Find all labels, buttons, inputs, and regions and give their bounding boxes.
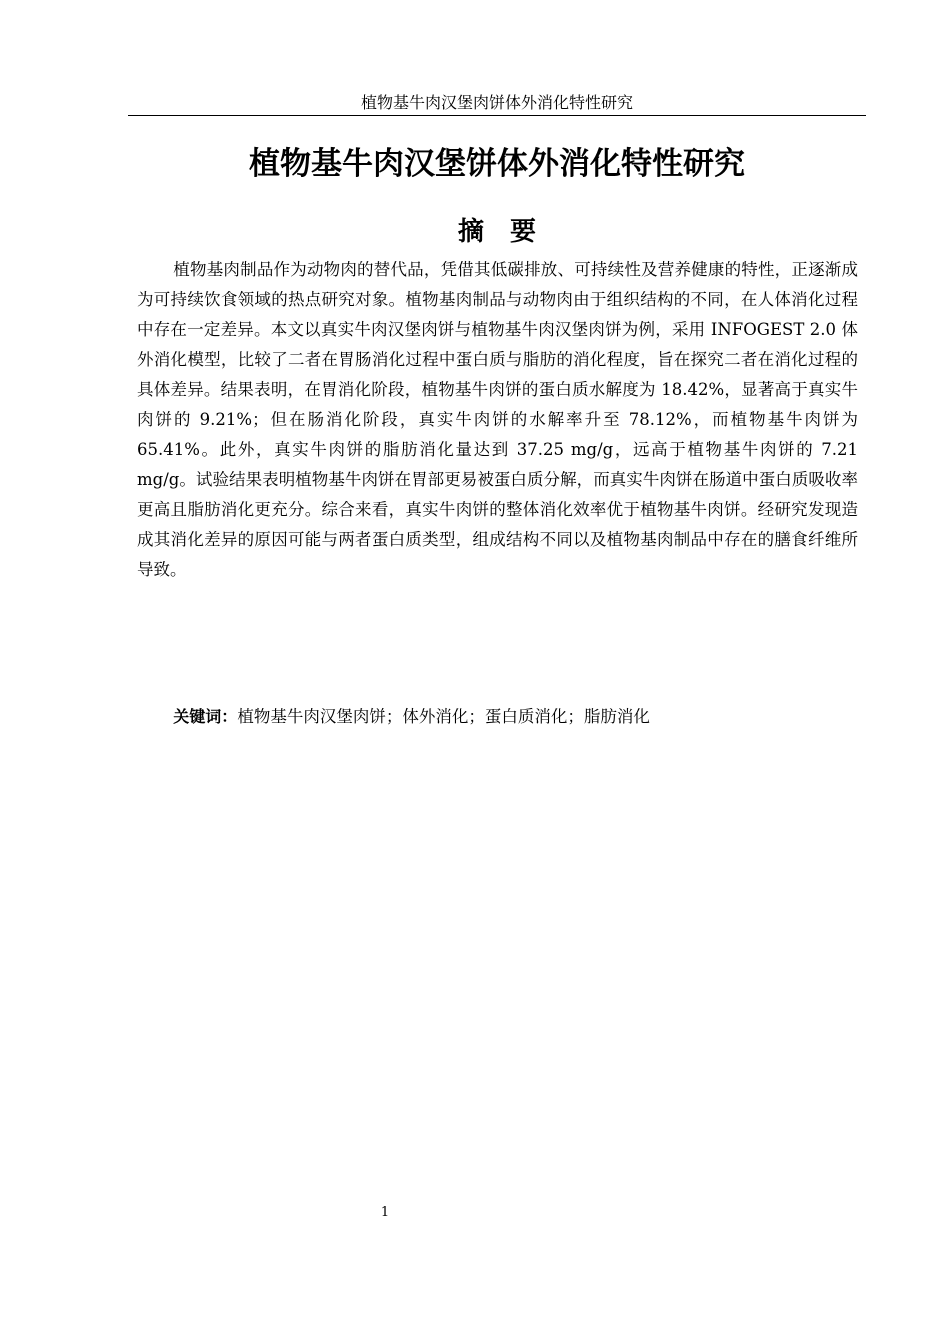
keywords-value: 植物基牛肉汉堡肉饼；体外消化；蛋白质消化；脂肪消化 — [237, 707, 650, 726]
page-number: 1 — [380, 1205, 390, 1220]
running-header: 植物基牛肉汉堡肉饼体外消化特性研究 — [360, 93, 633, 112]
keywords-label: 关键词： — [173, 707, 238, 726]
document-title: 植物基牛肉汉堡饼体外消化特性研究 — [249, 146, 745, 182]
abstract-paragraph: 植物基肉制品作为动物肉的替代品，凭借其低碳排放、可持续性及营养健康的特性，正逐渐成为可持续饮食领域的热点研究对象。植物基肉制品与动物肉由于组织结构的不同，在人体消化过程中存在一定差异。本文以真实牛肉汉堡肉饼与植物基牛肉汉堡肉饼为例，采用 INFOGEST 2.0 体外消化模型，比较了二者在胃肠消化过程中蛋白质与脂肪的消化程度，旨在探究二者在消化过程的具体差异。结果表明，在胃消化阶段，植物基牛肉饼的蛋白质水解度为 18.42%，显著高于真实牛肉饼的 9.21%；但在肠消化阶段，真实牛肉饼的水解率升至 78.12%，而植物基牛肉饼为 65.41%。此外，真实牛肉饼的脂肪消化量达到 37.25 mg/g，远高于植物基牛肉饼的 7.21 mg/g。试验结果表明植物基牛肉饼在胃部更易被蛋白质分解，而真实牛肉饼在肠道中蛋白质吸收率更高且脂肪消化更充分。综合来看，真实牛肉饼的整体消化效率优于植物基牛肉饼。经研究发现造成其消化差异的原因可能与两者蛋白质类型，组成结构不同以及植物基肉制品中存在的膳食纤维所导致。 — [137, 260, 858, 579]
keywords-line — [137, 702, 858, 732]
header-rule — [128, 115, 866, 116]
abstract-heading: 摘要 — [457, 217, 562, 247]
